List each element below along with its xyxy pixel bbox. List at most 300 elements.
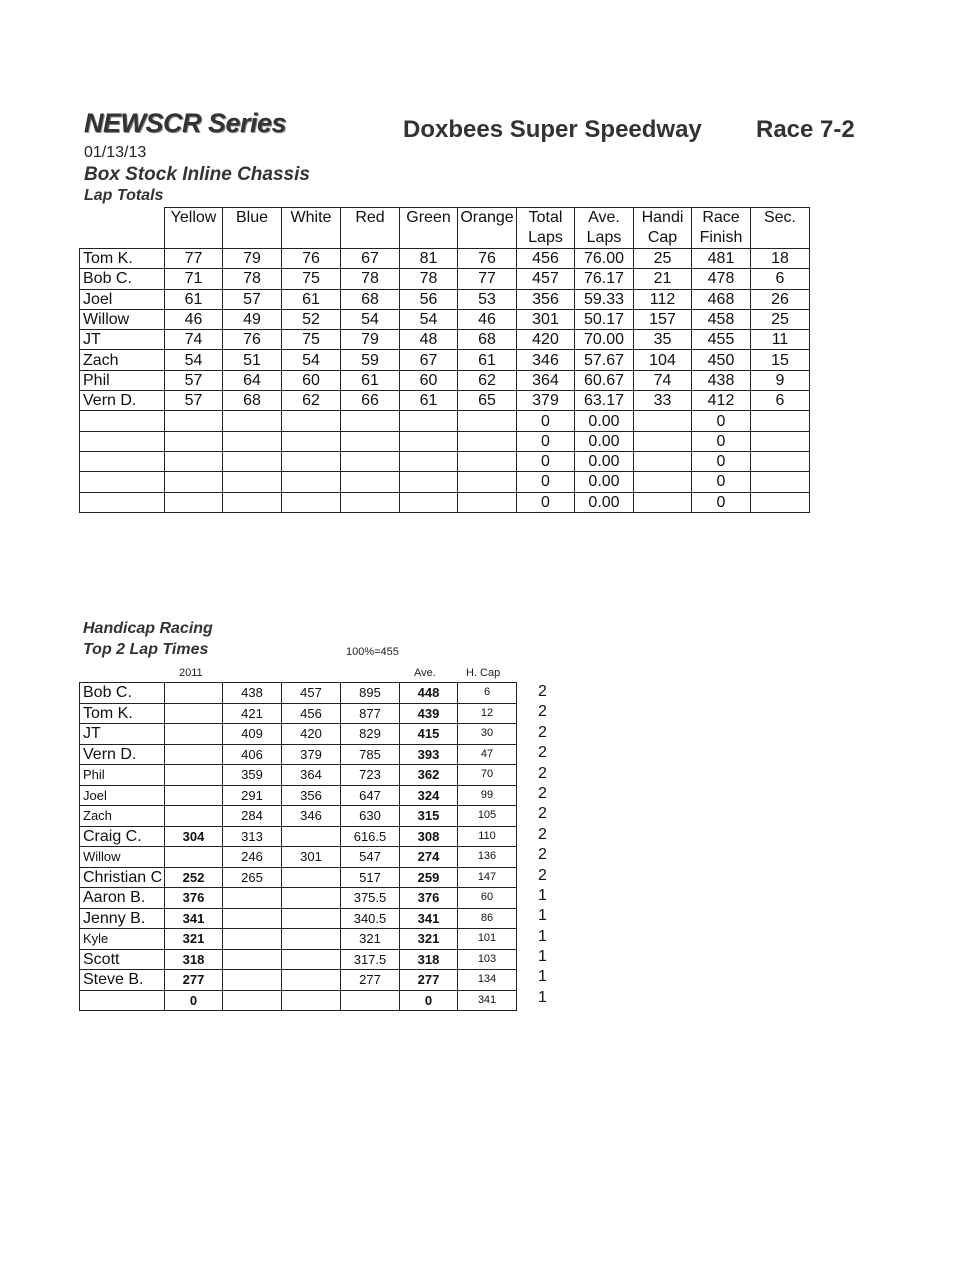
cell-y2011: 277 xyxy=(165,970,223,991)
table-cell: 412 xyxy=(692,391,751,411)
cell-hcap: 341 xyxy=(458,990,517,1011)
cell-sum: 895 xyxy=(341,683,400,704)
cell-sum: 317.5 xyxy=(341,949,400,970)
table-cell: 0 xyxy=(517,451,575,471)
table-cell: 26 xyxy=(751,289,810,309)
cell-hcap: 134 xyxy=(458,970,517,991)
table-cell: 35 xyxy=(634,330,692,350)
racer-name: Willow xyxy=(80,847,165,868)
table-cell xyxy=(458,411,517,431)
column-header xyxy=(165,208,223,249)
race-class: Box Stock Inline Chassis xyxy=(84,164,310,185)
column-header-line1: Race xyxy=(702,209,740,226)
table-cell: 0 xyxy=(517,431,575,451)
table-cell: 76 xyxy=(223,330,282,350)
table-cell xyxy=(223,411,282,431)
table-cell xyxy=(458,472,517,492)
racer-name: Bob C. xyxy=(80,269,165,289)
race-count: 2 xyxy=(538,784,547,802)
race-count: 2 xyxy=(538,846,547,864)
cell-ave: 439 xyxy=(400,703,458,724)
cell-y2011: 376 xyxy=(165,888,223,909)
table-cell: 0 xyxy=(692,492,751,512)
table-row xyxy=(80,269,810,289)
cell-y2011 xyxy=(165,765,223,786)
cell-y2011 xyxy=(165,724,223,745)
table-row xyxy=(80,330,810,350)
table-cell: 455 xyxy=(692,330,751,350)
table-cell xyxy=(751,451,810,471)
table-cell: 70.00 xyxy=(575,330,634,350)
table-row xyxy=(80,431,810,451)
table-cell: 53 xyxy=(458,289,517,309)
column-header xyxy=(575,208,634,249)
table-cell: 0 xyxy=(517,472,575,492)
column-header xyxy=(400,208,458,249)
table-cell: 456 xyxy=(517,249,575,269)
table-cell xyxy=(165,431,223,451)
cell-b xyxy=(282,990,341,1011)
cell-b: 456 xyxy=(282,703,341,724)
percent-note: 100%=455 xyxy=(346,646,399,658)
table-row xyxy=(80,867,517,888)
cell-sum: 630 xyxy=(341,806,400,827)
table-row xyxy=(80,765,517,786)
table-row xyxy=(80,724,517,745)
table-row xyxy=(80,785,517,806)
race-count: 2 xyxy=(538,825,547,843)
table-cell: 74 xyxy=(634,370,692,390)
cell-b: 457 xyxy=(282,683,341,704)
cell-sum: 785 xyxy=(341,744,400,765)
table-cell: 76.00 xyxy=(575,249,634,269)
cell-sum: 616.5 xyxy=(341,826,400,847)
cell-a: 359 xyxy=(223,765,282,786)
series-logo: NEWSCR Series xyxy=(84,108,287,138)
column-header-line1: Yellow xyxy=(170,209,217,226)
table-cell: 66 xyxy=(341,391,400,411)
cell-b: 379 xyxy=(282,744,341,765)
table-cell: 346 xyxy=(517,350,575,370)
race-count: 1 xyxy=(538,927,547,945)
table-cell: 77 xyxy=(165,249,223,269)
table-cell: 60 xyxy=(400,370,458,390)
race-count: 2 xyxy=(538,703,547,721)
table-cell: 67 xyxy=(341,249,400,269)
table-cell: 46 xyxy=(458,309,517,329)
cell-b xyxy=(282,826,341,847)
table-cell: 60.67 xyxy=(575,370,634,390)
racer-name: Craig C. xyxy=(80,826,165,847)
race-count: 1 xyxy=(538,968,547,986)
cell-hcap: 86 xyxy=(458,908,517,929)
header-blank-cell xyxy=(80,208,165,249)
table-cell: 78 xyxy=(223,269,282,289)
racer-name: Steve B. xyxy=(80,970,165,991)
table-row xyxy=(80,451,810,471)
column-header-line2: Laps xyxy=(528,229,563,246)
table-row xyxy=(80,806,517,827)
race-count: 2 xyxy=(538,866,547,884)
race-count: 2 xyxy=(538,764,547,782)
cell-hcap: 105 xyxy=(458,806,517,827)
table-cell xyxy=(751,411,810,431)
table-cell xyxy=(341,492,400,512)
table-cell xyxy=(751,431,810,451)
table-cell: 56 xyxy=(400,289,458,309)
table-cell xyxy=(634,492,692,512)
cell-b xyxy=(282,867,341,888)
table-cell: 76 xyxy=(282,249,341,269)
table-cell: 54 xyxy=(165,350,223,370)
table-row xyxy=(80,888,517,909)
column-header-line1: Red xyxy=(355,209,385,226)
table-cell: 79 xyxy=(341,330,400,350)
table-cell xyxy=(223,472,282,492)
cell-y2011 xyxy=(165,847,223,868)
cell-hcap: 47 xyxy=(458,744,517,765)
table-cell: 78 xyxy=(400,269,458,289)
racer-name: JT xyxy=(80,724,165,745)
cell-a xyxy=(223,888,282,909)
racer-name: Phil xyxy=(80,370,165,390)
cell-ave: 315 xyxy=(400,806,458,827)
handicap-table xyxy=(79,682,517,1011)
table-cell xyxy=(341,472,400,492)
handicap-title: Handicap Racing xyxy=(83,620,213,637)
cell-ave: 448 xyxy=(400,683,458,704)
cell-b xyxy=(282,949,341,970)
handicap-subtitle: Top 2 Lap Times xyxy=(83,641,209,658)
table-row xyxy=(80,289,810,309)
table-cell xyxy=(282,451,341,471)
cell-a: 265 xyxy=(223,867,282,888)
cell-b: 420 xyxy=(282,724,341,745)
table-cell: 25 xyxy=(751,309,810,329)
cell-sum: 877 xyxy=(341,703,400,724)
venue-title: Doxbees Super Speedway xyxy=(403,116,702,143)
racer-name: Zach xyxy=(80,350,165,370)
table-row xyxy=(80,309,810,329)
cell-sum: 321 xyxy=(341,929,400,950)
table-cell: 74 xyxy=(165,330,223,350)
cell-y2011: 252 xyxy=(165,867,223,888)
table-cell: 364 xyxy=(517,370,575,390)
table-cell: 112 xyxy=(634,289,692,309)
lap-totals-title: Lap Totals xyxy=(84,187,164,204)
cell-sum: 375.5 xyxy=(341,888,400,909)
table-cell: 49 xyxy=(223,309,282,329)
cell-hcap: 103 xyxy=(458,949,517,970)
table-cell: 478 xyxy=(692,269,751,289)
table-cell: 468 xyxy=(692,289,751,309)
table-cell xyxy=(282,472,341,492)
cell-ave: 318 xyxy=(400,949,458,970)
cell-hcap: 12 xyxy=(458,703,517,724)
cell-a: 246 xyxy=(223,847,282,868)
cell-ave: 274 xyxy=(400,847,458,868)
cell-sum: 277 xyxy=(341,970,400,991)
race-count: 2 xyxy=(538,744,547,762)
table-cell: 61 xyxy=(341,370,400,390)
table-cell xyxy=(165,451,223,471)
table-cell: 46 xyxy=(165,309,223,329)
race-date: 01/13/13 xyxy=(84,144,147,161)
table-cell: 54 xyxy=(400,309,458,329)
race-count-column xyxy=(538,682,558,1008)
cell-ave: 415 xyxy=(400,724,458,745)
table-cell xyxy=(458,492,517,512)
race-count: 2 xyxy=(538,723,547,741)
table-cell xyxy=(282,431,341,451)
column-header-line2: Laps xyxy=(586,229,622,246)
table-cell: 6 xyxy=(751,269,810,289)
cell-ave: 341 xyxy=(400,908,458,929)
cell-b: 346 xyxy=(282,806,341,827)
cell-ave: 277 xyxy=(400,970,458,991)
table-cell: 54 xyxy=(282,350,341,370)
table-cell xyxy=(341,431,400,451)
column-header xyxy=(692,208,751,249)
table-cell: 79 xyxy=(223,249,282,269)
racer-name: Christian C xyxy=(80,867,165,888)
table-cell: 81 xyxy=(400,249,458,269)
table-cell: 57 xyxy=(165,370,223,390)
table-cell: 77 xyxy=(458,269,517,289)
table-cell xyxy=(223,431,282,451)
table-row xyxy=(80,492,810,512)
column-header-line1: Green xyxy=(406,209,451,226)
racer-name: Joel xyxy=(80,289,165,309)
cell-hcap: 99 xyxy=(458,785,517,806)
table-cell: 458 xyxy=(692,309,751,329)
cell-b xyxy=(282,888,341,909)
column-header xyxy=(634,208,692,249)
cell-y2011 xyxy=(165,806,223,827)
table-cell: 9 xyxy=(751,370,810,390)
racer-name: Tom K. xyxy=(80,703,165,724)
table-row xyxy=(80,990,517,1011)
column-header xyxy=(751,208,810,249)
table-cell: 60 xyxy=(282,370,341,390)
racer-name: Vern D. xyxy=(80,391,165,411)
cell-y2011: 304 xyxy=(165,826,223,847)
table-cell: 65 xyxy=(458,391,517,411)
cell-a: 284 xyxy=(223,806,282,827)
table-cell: 71 xyxy=(165,269,223,289)
table-cell: 75 xyxy=(282,269,341,289)
column-header-line1: Blue xyxy=(235,209,269,226)
racer-name: Jenny B. xyxy=(80,908,165,929)
table-cell: 481 xyxy=(692,249,751,269)
table-cell: 67 xyxy=(400,350,458,370)
cell-ave: 0 xyxy=(400,990,458,1011)
table-cell: 438 xyxy=(692,370,751,390)
table-cell: 76.17 xyxy=(575,269,634,289)
cell-a: 438 xyxy=(223,683,282,704)
racer-name: Joel xyxy=(80,785,165,806)
column-header xyxy=(341,208,400,249)
table-cell: 457 xyxy=(517,269,575,289)
table-row xyxy=(80,249,810,269)
table-cell: 21 xyxy=(634,269,692,289)
cell-y2011: 0 xyxy=(165,990,223,1011)
year-column-label: 2011 xyxy=(179,667,203,679)
cell-a xyxy=(223,949,282,970)
table-cell: 51 xyxy=(223,350,282,370)
lap-table-header-row xyxy=(80,208,810,249)
table-cell xyxy=(634,472,692,492)
cell-b: 301 xyxy=(282,847,341,868)
table-cell: 0 xyxy=(692,472,751,492)
table-cell: 57.67 xyxy=(575,350,634,370)
racer-name: Kyle xyxy=(80,929,165,950)
table-row xyxy=(80,826,517,847)
cell-a: 421 xyxy=(223,703,282,724)
hcap-column-label: H. Cap xyxy=(466,667,501,679)
racer-name: Bob C. xyxy=(80,683,165,704)
table-cell xyxy=(400,492,458,512)
cell-sum: 517 xyxy=(341,867,400,888)
table-cell: 62 xyxy=(282,391,341,411)
table-cell: 18 xyxy=(751,249,810,269)
race-count: 1 xyxy=(538,988,547,1006)
racer-name: Tom K. xyxy=(80,249,165,269)
cell-y2011 xyxy=(165,785,223,806)
table-row xyxy=(80,370,810,390)
table-cell xyxy=(400,451,458,471)
column-header xyxy=(517,208,575,249)
cell-hcap: 30 xyxy=(458,724,517,745)
cell-b xyxy=(282,908,341,929)
table-cell xyxy=(165,472,223,492)
table-row xyxy=(80,703,517,724)
table-cell: 52 xyxy=(282,309,341,329)
racer-name xyxy=(80,472,165,492)
table-cell xyxy=(223,451,282,471)
racer-name xyxy=(80,492,165,512)
table-cell xyxy=(223,492,282,512)
table-row xyxy=(80,350,810,370)
column-header-line2: Finish xyxy=(699,229,743,246)
table-cell: 68 xyxy=(223,391,282,411)
cell-y2011 xyxy=(165,744,223,765)
table-cell xyxy=(282,492,341,512)
cell-hcap: 60 xyxy=(458,888,517,909)
table-cell: 61 xyxy=(458,350,517,370)
ave-column-label: Ave. xyxy=(414,667,436,679)
racer-name xyxy=(80,451,165,471)
table-cell: 76 xyxy=(458,249,517,269)
column-header xyxy=(282,208,341,249)
table-cell: 75 xyxy=(282,330,341,350)
table-cell xyxy=(458,431,517,451)
cell-sum: 647 xyxy=(341,785,400,806)
cell-ave: 259 xyxy=(400,867,458,888)
table-cell xyxy=(458,451,517,471)
table-cell xyxy=(634,451,692,471)
column-header-line1: Handi xyxy=(641,209,684,226)
table-row xyxy=(80,908,517,929)
table-cell: 68 xyxy=(341,289,400,309)
table-cell xyxy=(341,451,400,471)
table-cell xyxy=(341,411,400,431)
cell-hcap: 110 xyxy=(458,826,517,847)
cell-sum: 340.5 xyxy=(341,908,400,929)
table-cell xyxy=(400,411,458,431)
cell-ave: 362 xyxy=(400,765,458,786)
race-number: Race 7-2 xyxy=(756,116,855,143)
table-row xyxy=(80,744,517,765)
column-header-line1: Orange xyxy=(460,209,514,226)
table-cell: 301 xyxy=(517,309,575,329)
table-cell: 11 xyxy=(751,330,810,350)
cell-y2011 xyxy=(165,703,223,724)
racer-name: Scott xyxy=(80,949,165,970)
racer-name: JT xyxy=(80,330,165,350)
lap-totals-table xyxy=(79,207,810,513)
table-cell: 68 xyxy=(458,330,517,350)
cell-sum xyxy=(341,990,400,1011)
table-row xyxy=(80,949,517,970)
table-row xyxy=(80,472,810,492)
table-cell: 0 xyxy=(517,492,575,512)
column-header-line1: Ave. xyxy=(588,209,620,226)
table-cell: 0.00 xyxy=(575,411,634,431)
table-cell xyxy=(165,492,223,512)
table-cell: 15 xyxy=(751,350,810,370)
table-row xyxy=(80,683,517,704)
table-cell: 61 xyxy=(282,289,341,309)
racer-name: Aaron B. xyxy=(80,888,165,909)
table-cell: 57 xyxy=(223,289,282,309)
table-cell: 63.17 xyxy=(575,391,634,411)
table-cell: 0 xyxy=(692,451,751,471)
table-cell xyxy=(751,492,810,512)
table-cell: 420 xyxy=(517,330,575,350)
table-cell: 0.00 xyxy=(575,472,634,492)
table-row xyxy=(80,411,810,431)
cell-hcap: 101 xyxy=(458,929,517,950)
column-header-line1: Sec. xyxy=(763,209,796,226)
race-count: 1 xyxy=(538,948,547,966)
column-header-line1: White xyxy=(290,209,332,226)
table-cell: 0.00 xyxy=(575,451,634,471)
racer-name xyxy=(80,990,165,1011)
table-cell: 78 xyxy=(341,269,400,289)
cell-hcap: 70 xyxy=(458,765,517,786)
table-cell xyxy=(634,431,692,451)
cell-hcap: 136 xyxy=(458,847,517,868)
cell-a: 313 xyxy=(223,826,282,847)
cell-a xyxy=(223,908,282,929)
cell-b xyxy=(282,970,341,991)
table-cell: 54 xyxy=(341,309,400,329)
cell-ave: 393 xyxy=(400,744,458,765)
racer-name: Zach xyxy=(80,806,165,827)
cell-sum: 547 xyxy=(341,847,400,868)
table-cell: 50.17 xyxy=(575,309,634,329)
table-cell: 59.33 xyxy=(575,289,634,309)
cell-ave: 376 xyxy=(400,888,458,909)
table-cell: 62 xyxy=(458,370,517,390)
cell-a xyxy=(223,929,282,950)
table-cell xyxy=(165,411,223,431)
table-cell: 59 xyxy=(341,350,400,370)
cell-ave: 308 xyxy=(400,826,458,847)
table-row xyxy=(80,929,517,950)
table-cell: 64 xyxy=(223,370,282,390)
